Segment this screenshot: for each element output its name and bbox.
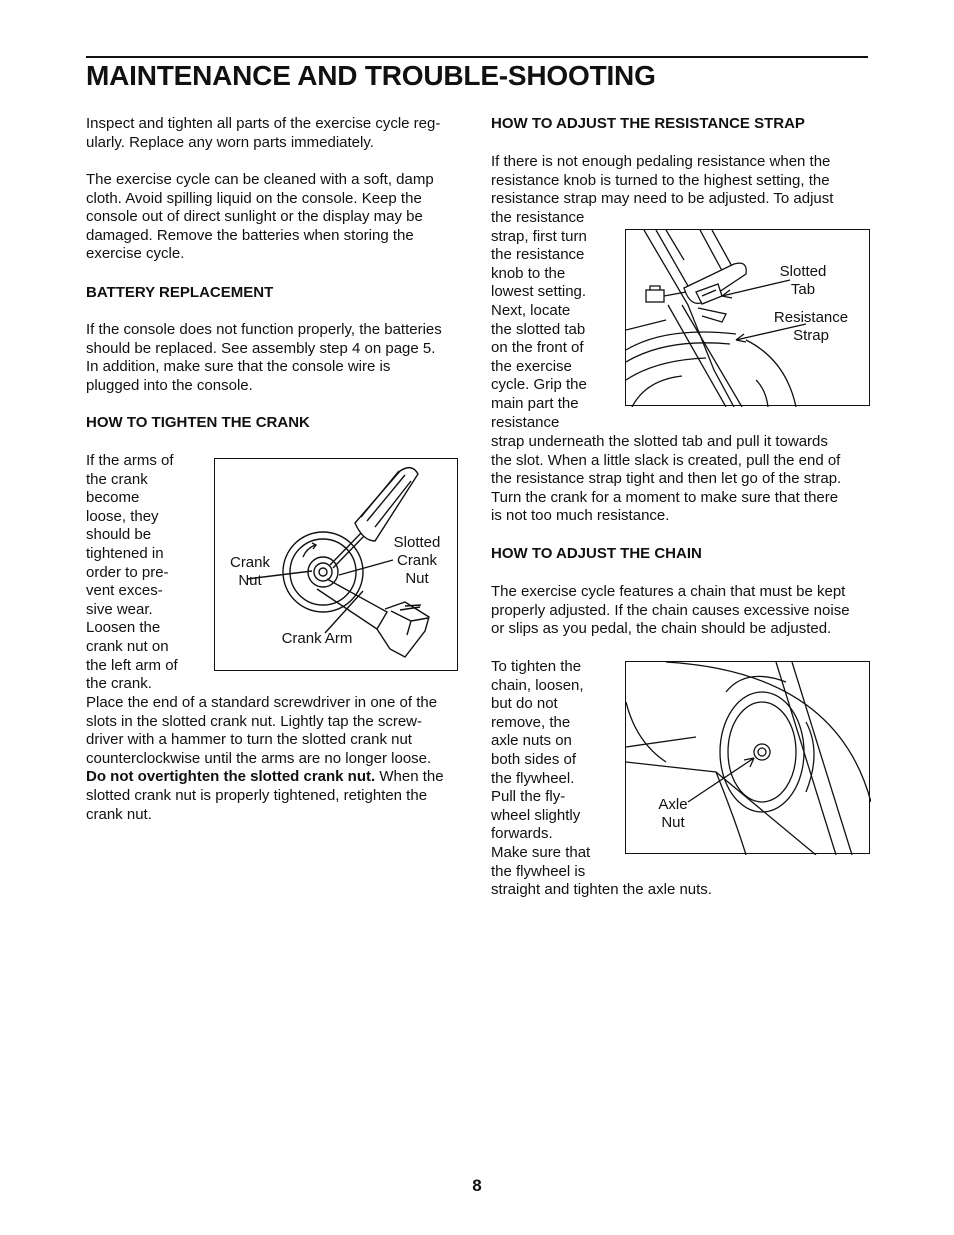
text-line: the left arm of [86,656,178,674]
text-line: but do not [491,695,558,713]
text-line: cycle. Grip the [491,376,587,394]
crank-heading: HOW TO TIGHTEN THE CRANK [86,414,310,431]
text-line: If the arms of [86,452,174,469]
text-line: on the front of [491,339,584,357]
text-line: resistance knob is turned to the highest setting, the [491,171,830,189]
chain-paragraph-full [491,583,850,639]
text-line: the resistance [491,246,585,264]
label-line: Slotted [393,534,441,551]
text-line: exercise cycle. [86,245,185,263]
text-line: damaged. Remove the batteries when storing the [86,226,414,244]
text-line: Pull the fly- [491,788,566,806]
text-line: main part the [491,394,579,412]
text-line: If the console does not function properly, the batteries [86,321,442,338]
cleaning-paragraph [86,171,434,264]
text-line: knob to the [491,264,566,282]
label-line: Tab [790,281,816,298]
text-line: To tighten the [491,658,582,675]
crank-figure [214,458,458,671]
label-line: Nut [405,570,429,587]
label-line: Slotted [779,263,827,280]
text-line: Place the end of a standard screwdriver in one of the [86,694,438,711]
chain-heading: HOW TO ADJUST THE CHAIN [491,545,702,562]
label-line: Strap [793,327,829,344]
label-line: Nut [661,814,685,831]
text-line: sive wear. [86,600,153,618]
text-line: loose, they [86,507,159,525]
text-line: the flywheel. [491,769,575,787]
text-line: order to pre- [86,563,169,581]
text-line: the flywheel is [491,862,586,880]
text-line: the slot. When a little slack is created, pull the end of [491,451,841,469]
text-line: slots in the slotted crank nut. Lightly tap the screw- [86,712,422,730]
text-line: Inspect and tighten all parts of the exercise cycle reg- [86,115,441,132]
text-line: ularly. Replace any worn parts immediately. [86,133,374,151]
resistance-strap-figure [625,229,870,406]
text-line: the crank [86,470,148,488]
text-line: the exercise [491,357,572,375]
label-line: Crank [396,552,437,569]
text-line: counterclockwise until the arms are no longer loose. [86,749,432,767]
text-line: Loosen the [86,619,161,637]
strap-paragraph-narrow [491,209,587,432]
text-line: lowest setting. [491,283,587,301]
text-line: is not too much resistance. [491,507,670,525]
label-line: Resistance [773,309,849,326]
axle-nut-figure [625,661,870,854]
intro-paragraph [86,115,440,152]
resistance-strap-label [770,309,852,345]
text-line [86,768,444,787]
axle-nut-label [653,796,693,832]
text-line: remove, the [491,713,571,731]
page-number: 8 [472,1176,482,1195]
text-line: vent exces- [86,582,163,600]
text-line: should be [86,526,152,544]
strap-paragraph-full [491,153,833,209]
battery-paragraph [86,321,442,395]
text-line: the resistance [491,209,585,226]
text-line: properly adjusted. If the chain causes excessive noise [491,601,850,619]
label-line: Crank [229,554,270,571]
text-line: If there is not enough pedaling resistance when the [491,153,831,170]
text-line: chain, loosen, [491,676,584,694]
text-line: Turn the crank for a moment to make sure that there [491,488,839,506]
text-line: resistance [491,413,560,431]
text-line: both sides of [491,750,577,768]
text-line: the resistance strap tight and then let go of the strap. [491,470,842,488]
strap-paragraph-end [491,433,841,526]
text-line: wheel slightly [491,806,581,824]
crank-nut-label [227,554,273,590]
warning-text: Do not overtighten the slotted crank nut. [86,768,376,786]
text-fragment: When the [375,768,444,786]
crank-paragraph-narrow [86,452,178,694]
text-line: Next, locate [491,301,571,319]
text-line: driver with a hammer to turn the slotted crank nut [86,731,412,749]
text-line: become [86,489,140,507]
text-line: Make sure that [491,843,591,861]
text-line: In addition, make sure that the console wire is [86,358,391,376]
crank-arm-label: Crank Arm [281,630,353,647]
strap-heading: HOW TO ADJUST THE RESISTANCE STRAP [491,115,805,132]
text-line: or slips as you pedal, the chain should be adjusted. [491,620,832,638]
text-line: forwards. [491,825,553,843]
text-line: The exercise cycle can be cleaned with a soft, damp [86,171,434,188]
text-line: crank nut. [86,805,152,823]
slotted-crank-nut-label [387,534,447,588]
text-line: cloth. Avoid spilling liquid on the console. Keep the [86,189,422,207]
text-line: strap underneath the slotted tab and pull it towards [491,433,828,450]
battery-heading: BATTERY REPLACEMENT [86,284,274,301]
label-line: Nut [238,572,262,589]
text-line: plugged into the console. [86,376,253,394]
text-line: axle nuts on [491,732,572,750]
text-line: tightened in [86,544,164,562]
text-line: resistance strap may need to be adjusted. To adjust [491,190,834,208]
text-line: the slotted tab [491,320,586,338]
slotted-tab-label [773,263,833,299]
page-title: MAINTENANCE AND TROUBLE-SHOOTING [86,60,656,91]
label-line: Axle [658,796,688,813]
crank-paragraph-wide [86,694,444,824]
text-line: the crank. [86,675,152,693]
text-line: The exercise cycle features a chain that must be kept [491,583,846,600]
text-line: crank nut on [86,637,169,655]
text-line: slotted crank nut is properly tightened, retighten the [86,786,428,804]
text-line: straight and tighten the axle nuts. [491,881,712,899]
text-line: should be replaced. See assembly step 4 on page 5. [86,339,436,357]
text-line: console out of direct sunlight or the display may be [86,208,423,226]
text-line: strap, first turn [491,227,587,245]
